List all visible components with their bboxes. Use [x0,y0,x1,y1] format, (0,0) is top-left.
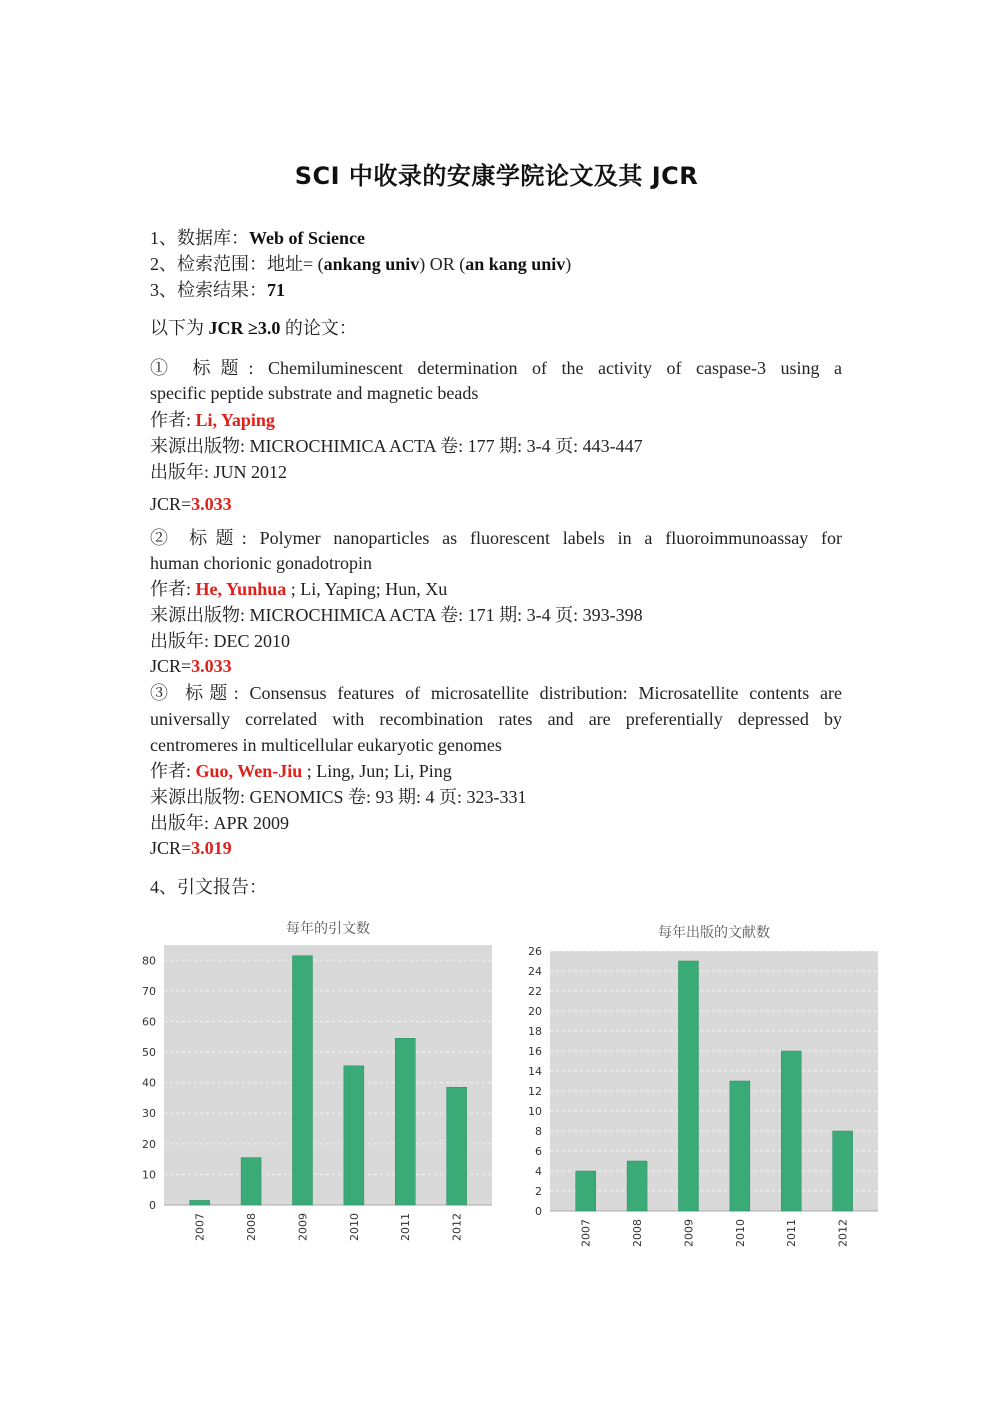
paper-2-jcr-value: 3.033 [191,656,232,676]
citations-bar-2012 [447,1087,467,1205]
paper-1-source: 来源出版物: MICROCHIMICA ACTA 卷: 177 期: 3-4 页: 443-447 [150,436,643,456]
citations-y-tick-label: 30 [142,1107,156,1121]
search-result-line [150,279,842,301]
citations-bar-2011 [395,1038,415,1205]
document-title: SCI 中收录的安康学院论文及其 JCR [294,162,699,190]
publications-plot-area [550,951,878,1211]
paper-2-author-line [150,578,842,600]
publications-bar-2010 [730,1081,750,1211]
publications-y-tick-label: 20 [528,1005,542,1018]
publications-x-tick-label: 2007 [579,1219,593,1247]
citations-y-tick-label: 50 [142,1046,156,1060]
publications-y-tick-label: 4 [535,1165,542,1178]
paper-2-jcr [150,655,842,677]
database-value: Web of Science [249,228,365,248]
paper-3-author-rest: ; Ling, Jun; Li, Ping [302,761,452,781]
paper-1-year: 出版年: JUN 2012 [150,462,288,482]
paper-3-jcr [150,837,842,859]
citations-chart-svg [120,905,500,1255]
citations-x-tick-label: 2011 [399,1213,413,1241]
citation-report-label: 4、引文报告： [150,877,267,897]
citations-y-tick-label: 60 [142,1015,156,1029]
paper-3-source: 来源出版物: GENOMICS 卷: 93 期: 4 页: 323-331 [150,787,527,807]
paper-2-year: 出版年: DEC 2010 [150,631,291,651]
citations-x-tick-label: 2007 [193,1213,207,1241]
paper-2-author-main: He, Yunhua [195,579,287,599]
publications-bar-2011 [781,1051,801,1211]
search-result-value: 71 [267,280,285,300]
paper-1-author-label: 作者: [150,410,196,430]
publications-y-tick-label: 2 [535,1185,542,1198]
paper-3-title-line3: centromeres in multicellular eukaryotic genomes [150,735,502,755]
citations-x-tick-label: 2010 [347,1213,361,1241]
citations-bar-2009 [292,956,312,1205]
paper-1-author-line [150,409,842,431]
citations-y-tick-label: 40 [142,1076,156,1090]
intro-prefix: 以下为 [150,318,209,338]
publications-y-tick-label: 10 [528,1105,542,1118]
paper-3-author-line [150,760,842,782]
paper-2-title-line1: ② 标题: Polymer nanoparticles as fluorescent labels in a fluoroimmunoassay for [150,528,842,548]
search-term-1: ankang univ [323,254,420,274]
paper-2-author-label: 作者: [150,579,196,599]
paper-2-jcr-label: JCR= [150,656,192,676]
search-result-label: 3、检索结果： [150,280,267,300]
paper-2-title-line2: human chorionic gonadotropin [150,553,372,573]
citations-y-tick-label: 0 [149,1199,156,1212]
citations-bar-2010 [344,1066,364,1205]
intro-suffix: 的论文： [280,318,357,338]
paper-1-jcr-value: 3.033 [191,494,232,514]
publications-bar-2008 [627,1161,647,1211]
publications-chart-title: 每年出版的文献数 [658,925,770,941]
publications-bar-2012 [833,1131,853,1211]
publications-chart-svg [505,915,890,1255]
paper-1-jcr [150,493,842,515]
publications-y-tick-label: 16 [528,1045,542,1058]
citations-x-tick-label: 2009 [296,1213,310,1241]
paper-3-jcr-value: 3.019 [191,838,232,858]
search-scope-line [150,253,842,275]
publications-y-tick-label: 22 [528,985,542,998]
citations-bar-2007 [190,1200,210,1205]
paper-3-author-main: Guo, Wen-Jiu [195,761,303,781]
citations-x-tick-label: 2008 [245,1213,259,1241]
publications-y-tick-label: 8 [535,1125,542,1138]
publications-y-tick-label: 24 [528,965,542,978]
publications-y-tick-label: 26 [528,945,542,958]
intro-line [150,317,842,339]
publications-y-tick-label: 12 [528,1085,542,1098]
paper-3-year: 出版年: APR 2009 [150,813,290,833]
publications-bar-2009 [678,961,698,1211]
paper-1-title-line2: specific peptide substrate and magnetic beads [150,383,479,403]
search-scope-or: ) OR ( [419,254,466,274]
citations-chart-title: 每年的引文数 [286,921,370,937]
paper-1-author-main: Li, Yaping [195,410,275,430]
publications-y-tick-label: 14 [528,1065,542,1078]
publications-y-tick-label: 18 [528,1025,542,1038]
database-line [150,227,842,249]
paper-2-source: 来源出版物: MICROCHIMICA ACTA 卷: 171 期: 3-4 页: 393-398 [150,605,643,625]
publications-x-tick-label: 2010 [733,1219,747,1247]
search-scope-close: ) [565,254,572,274]
citations-y-tick-label: 10 [142,1168,156,1182]
paper-3-title-line1: ③ 标题: Consensus features of microsatellite distribution: Microsatellite contents are [150,683,842,703]
search-term-2: an kang univ [465,254,566,274]
publications-per-year-chart [505,915,890,1255]
paper-3-title-line2: universally correlated with recombination rates and are preferentially depressed by [150,709,842,729]
paper-1-jcr-label: JCR= [150,494,192,514]
intro-bold: JCR ≥3.0 [208,318,281,338]
citations-y-tick-label: 70 [142,984,156,998]
database-label: 1、数据库： [150,228,249,248]
publications-x-tick-label: 2009 [682,1219,696,1247]
paper-3-jcr-label: JCR= [150,838,192,858]
publications-x-tick-label: 2008 [631,1219,645,1247]
citations-per-year-chart [120,905,500,1255]
paper-3-author-label: 作者: [150,761,196,781]
citations-plot-area [164,945,492,1205]
search-scope-label: 2、检索范围：地址= ( [150,254,324,274]
publications-bar-2007 [576,1171,596,1211]
publications-y-tick-label: 0 [535,1205,542,1218]
publications-y-tick-label: 6 [535,1145,542,1158]
paper-2-author-rest: ; Li, Yaping; Hun, Xu [286,579,448,599]
citations-x-tick-label: 2012 [450,1213,464,1241]
citations-y-tick-label: 20 [142,1137,156,1151]
paper-1-title-line1: ① 标题: Chemiluminescent determination of the activity of caspase-3 using a [150,358,842,378]
citations-y-tick-label: 80 [142,954,156,968]
publications-x-tick-label: 2012 [836,1219,850,1247]
publications-x-tick-label: 2011 [785,1219,799,1247]
citations-bar-2008 [241,1158,261,1205]
